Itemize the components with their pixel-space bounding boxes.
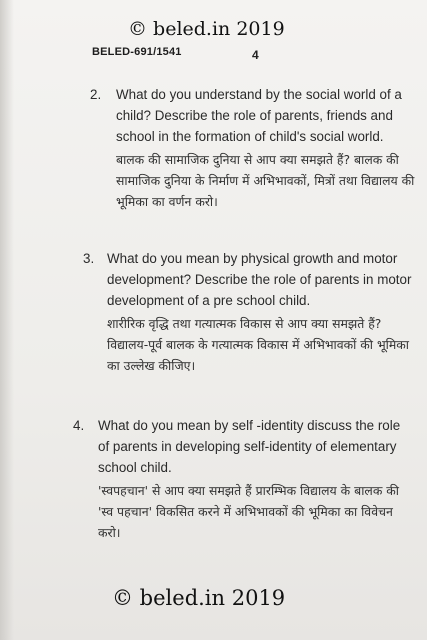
question-text-english: What do you mean by self -identity discuss the role of parents in developing self-identity of elementary school child.	[98, 418, 401, 475]
question-number: 2.	[90, 87, 102, 102]
question-2	[90, 84, 416, 212]
question-text-english: What do you mean by physical growth and motor development? Describe the role of parents in motor development of a pre school child.	[107, 251, 412, 308]
page-edge-shadow	[0, 0, 14, 640]
question-text-hindi: शारीरिक वृद्धि तथा गत्यात्मक विकास से आप क्या समझते हैं? विद्यालय-पूर्व बालक के गत्यात्मक विकास में अभिभावकों की भूमिका का उल्लेख कीजिए।	[107, 316, 410, 373]
question-number: 3.	[83, 251, 95, 266]
watermark-bottom: © beled.in 2019	[112, 586, 286, 610]
question-number: 4.	[73, 418, 85, 433]
paper-code: BELED-691/1541	[92, 46, 182, 58]
watermark-top: © beled.in 2019	[128, 18, 285, 40]
page-number: 4	[252, 48, 259, 62]
question-3	[83, 248, 415, 376]
question-text-hindi: बालक की सामाजिक दुनिया से आप क्या समझते हैं? बालक की सामाजिक दुनिया के निर्माण में अभिभावकों, मित्रों तथा विद्यालय की भूमिका का वर्णन करो।	[116, 152, 415, 209]
question-text-english: What do you understand by the social world of a child? Describe the role of parents, friends and school in the formation of child's social world.	[116, 87, 402, 144]
question-4	[73, 415, 410, 543]
question-text-hindi: 'स्वपहचान' से आप क्या समझते हैं प्रारम्भिक विद्यालय के बालक की 'स्व पहचान' विकसित करने में अभिभावकों की भूमिका का विवेचन करो।	[98, 483, 399, 540]
